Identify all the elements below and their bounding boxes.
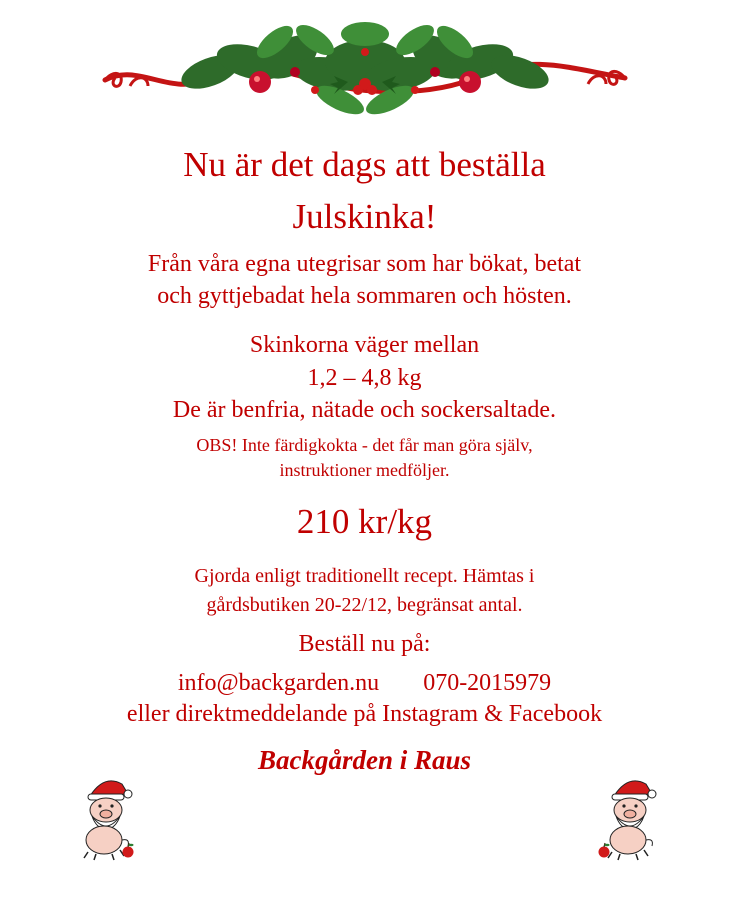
pickup-line-2: gårdsbutiken 20-22/12, begränsat antal. [206,594,523,616]
weight-range: 1,2 – 4,8 kg [307,365,422,391]
apple-icon [121,842,135,858]
christmas-garland-icon [100,12,630,130]
ham-description: De är benfria, nätade och sockersaltade. [172,397,557,423]
contact-line [0,667,729,699]
pickup-line-1: Gjorda enligt traditionellt recept. Hämtas i [194,565,535,587]
phone-number[interactable]: 070-2015979 [423,670,552,696]
social-contact: eller direktmeddelande på Instagram & Facebook [126,701,603,727]
apple-icon [597,842,611,858]
price: 210 kr/kg [296,502,433,541]
farm-signature: Backgården i Raus [257,745,472,775]
note-line-2: instruktioner medföljer. [279,460,450,480]
intro-line-1: Från våra egna utegrisar som har bökat, betat [147,251,582,277]
email-link[interactable]: info@backgarden.nu [177,670,380,696]
intro-line-2: och gyttjebadat hela sommaren och hösten. [157,283,572,309]
weight-text: Skinkorna väger mellan [249,332,480,358]
order-label: Beställ nu på: [298,631,431,657]
headline-line-2: Julskinka! [292,197,437,236]
note-line-1: OBS! Inte färdigkokta - det får man göra själv, [196,435,533,455]
headline-line-1: Nu är det dags att beställa [183,145,546,184]
